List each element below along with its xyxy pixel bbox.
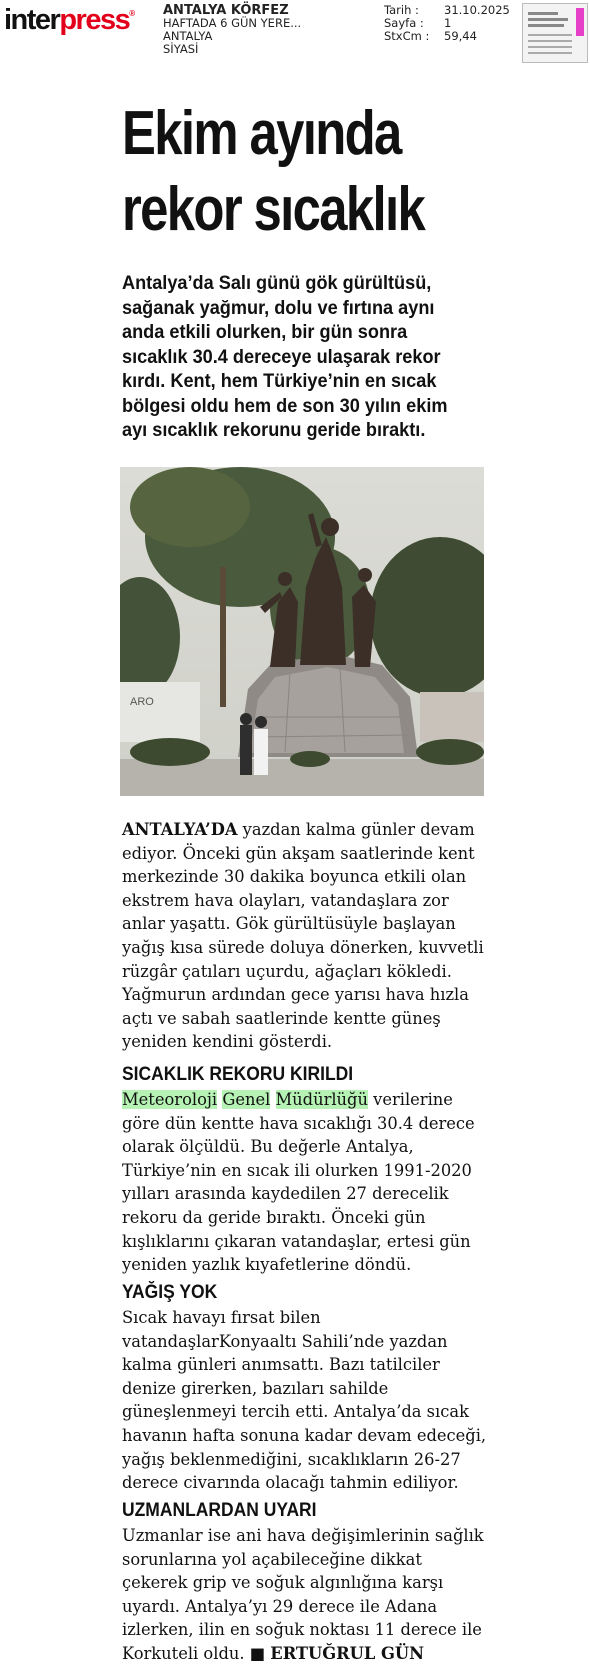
paragraph-1-start: ANTALYA’DA (122, 820, 238, 839)
paragraph-2-body: verilerine göre dün kentte hava sıcaklığı 30.4 derece olarak ölçüldü. Bu değerle Antalya, Türkiye’nin en sıcak ili olurken 1991-2020 yılları arasında kaydedilen 27 derecelik rekoru da geride bıraktı. Önceki gün kışlıklarını çıkaran vatandaşlar, ertesi gün yeniden yazlık kıyafetlerine döndü. (122, 1090, 475, 1275)
article-photo (120, 467, 484, 796)
highlight-genel: Genel (222, 1090, 271, 1109)
page-value: 1 (444, 16, 452, 30)
page-thumbnail[interactable] (522, 3, 588, 63)
headline-line-1: Ekim ayında (122, 99, 401, 168)
date-value: 31.10.2025 (444, 3, 510, 17)
headline-line-2: rekor sıcaklık (122, 175, 425, 244)
article-paragraph-2 (122, 1088, 488, 1277)
highlight-mudurlugu: Müdürlüğü (275, 1090, 368, 1109)
subheading-warning: UZMANLARDAN UYARI (122, 1500, 317, 1521)
end-mark: ■ (249, 1643, 266, 1663)
article-paragraph-1 (122, 818, 488, 1054)
byline: ERTUĞRUL GÜN (270, 1643, 424, 1663)
paragraph-4-body: Uzmanlar ise ani hava değişimlerinin sağlık sorunlarına yol açabileceğine dikkat çekerek grip ve soğuk algınlığına karşı uyardı. Antalya’yı 29 derece ile Adana izlerken, ilin en soğuk noktası 11 derece ile Korkuteli oldu. (122, 1526, 484, 1663)
date-label: Tarih : (384, 3, 419, 17)
article-paragraph-3: Sıcak havayı fırsat bilen vatandaşlarKonyaaltı Sahili’nde yazdan kalma günleri anımsattı. Bazı tatilciler denize girerken, bazıları sahilde güneşlenmeyi tercih etti. Antalya’da sıcak havanın hafta sonuna kadar devam edeceği, yağış beklenmediğini, sıcaklıkların 26-27 derece civarında olacağı tahmin ediliyor. (122, 1308, 487, 1493)
article-lead: Antalya’da Salı günü gök gürültüsü, sağanak yağmur, dolu ve fırtına aynı anda etkili olurken, bir gün sonra sıcaklık 30.4 dereceye ulaşarak rekor kırdı. Kent, hem Türkiye’nin en sıcak bölgesi oldu hem de son 30 yılın ekim ayı sıcaklık rekorunu geride bıraktı. (122, 272, 448, 441)
page-label: Sayfa : (384, 16, 424, 30)
subheading-record: SICAKLIK REKORU KIRILDI (122, 1064, 354, 1085)
interpress-logo: interpress® (4, 4, 134, 36)
photo-sign-text: ARO (130, 696, 154, 708)
clip-metadata (163, 4, 301, 56)
clip-info (384, 4, 510, 43)
subheading-no-rain: YAĞIŞ YOK (122, 1282, 218, 1303)
article-headline (122, 96, 483, 248)
highlight-meteoroloji: Meteoroloji (122, 1090, 218, 1109)
publication-city: ANTALYA (163, 29, 213, 43)
size-label: StxCm : (384, 29, 430, 43)
publication-frequency: HAFTADA 6 GÜN YERE... (163, 16, 302, 30)
size-value: 59,44 (444, 29, 477, 43)
paragraph-1-body: yazdan kalma günler devam ediyor. Önceki gün akşam saatlerinde kent merkezinde 30 dakika boyunca etkili olan ekstrem hava olayları, vatandaşlara zor anlar yaşattı. Gök gürültüsüyle başlayan yağış kısa sürede doluya dönerken, kuvvetli rüzgâr çatıları uçurdu, ağaçları kökledi. Yağmurun ardından gece yarısı hava hızla açtı ve sabah saatlerinde kentte güneş yeniden kendini gösterdi. (122, 820, 484, 1052)
publication-name: ANTALYA KÖRFEZ (163, 3, 289, 18)
article-paragraph-4 (122, 1524, 488, 1666)
publication-section: SİYASİ (163, 42, 199, 56)
